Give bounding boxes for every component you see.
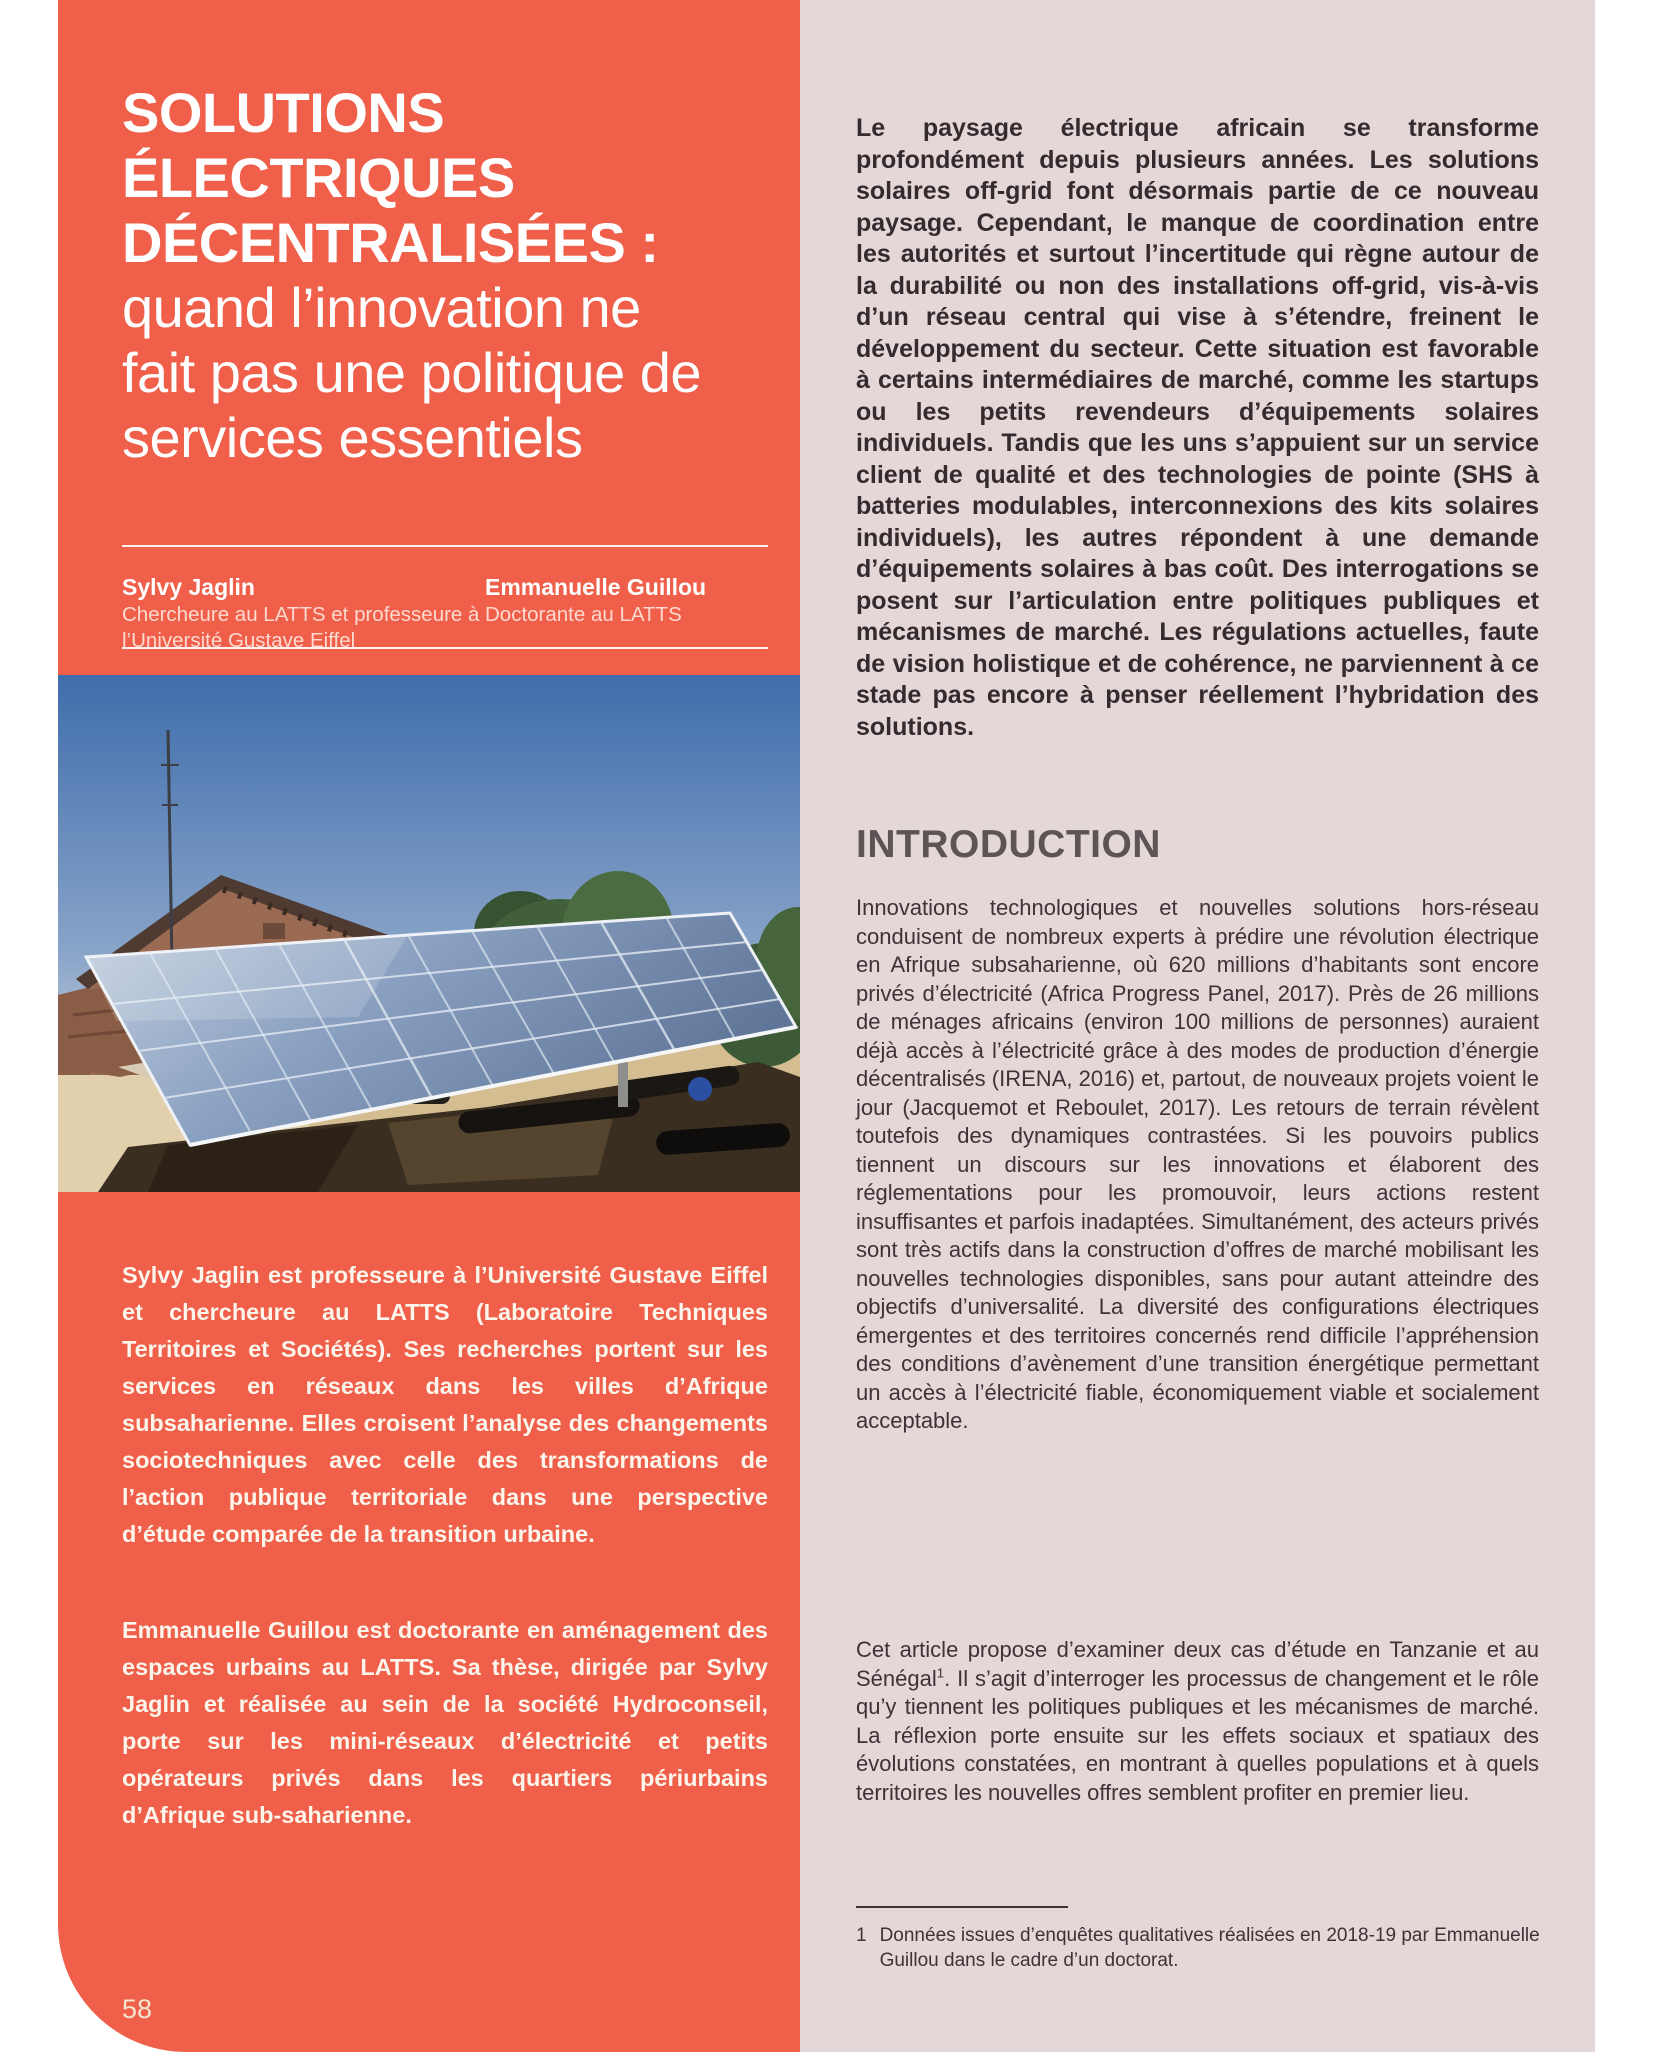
authors-divider-top — [122, 545, 768, 547]
left-title-panel — [58, 0, 800, 2052]
footnote-reference: 1 — [936, 1665, 945, 1681]
introduction-paragraph-2 — [856, 1636, 1539, 1807]
author-block — [122, 572, 485, 654]
author-role: Chercheure au LATTS et professeure à l’Université Gustave Eiffel — [122, 603, 480, 652]
paragraph-text: Cet article propose d’examiner deux cas d’étude en Tanzanie et au Sénégal — [856, 1637, 1539, 1691]
page-number: 58 — [122, 1994, 153, 2024]
author-name: Emmanuelle Guillou — [485, 574, 707, 600]
footnote — [856, 1924, 1546, 1973]
author-name: Sylvy Jaglin — [122, 574, 255, 600]
right-text-panel — [800, 0, 1595, 2052]
solar-panels-photo — [58, 675, 800, 1192]
authors-divider-bottom — [122, 647, 768, 649]
author-block — [485, 572, 706, 654]
footnote-marker: 1 — [856, 1925, 867, 1946]
introduction-paragraph-1: Innovations technologiques et nouvelles solutions hors-réseau conduisent de nombreux experts à prédire une révolution électrique en Afrique subsaharienne, où 620 millions d’habitants sont encore privés d’électricité (Africa Progress Panel, 2017). Près de 26 millions de ménages africains (environ 100 millions de personnes) auraient déjà accès à l’électricité grâce à des modes de production d’énergie décentralisés (IRENA, 2016) et, partout, de nouveaux projets voient le jour (Jacquemot et Reboulet, 2017). Les retours de terrain révèlent toutefois des dynamiques contrastées. Si les pouvoirs publics tiennent un discours sur les innovations et élaborent des réglementations pour les promouvoir, leurs actions restent insuffisantes et parfois inadaptées. Simultanément, des acteurs privés sont très actifs dans la construction d’offres de marché mobilisant les nouvelles technologies disponibles, sans pour autant atteindre des objectifs d’universalité. La diversité des configurations électriques émergentes et des territoires concernés rend difficile l’appréhension des conditions d’avènement d’une transition énergétique permettant un accès à l’électricité fiable, économiquement viable et socialement acceptable. — [856, 895, 1539, 1433]
introduction-heading: INTRODUCTION — [856, 823, 1161, 867]
footnote-text: Données issues d’enquêtes qualitatives réalisées en 2018-19 par Emmanuelle Guillou dans le cadre d’un doctorat. — [879, 1925, 1540, 1971]
author-bio-jaglin: Sylvy Jaglin est professeure à l’Université Gustave Eiffel et chercheure au LATTS (Laboratoire Techniques Territoires et Sociétés). Ses recherches portent sur les services en réseaux dans les villes d’Afrique subsaharienne. Elles croisent l’analyse des changements sociotechniques avec celle des transformations de l’action publique territoriale dans une perspective d’étude comparée de la transition urbaine. — [122, 1261, 768, 1547]
footnote-divider — [856, 1906, 1068, 1908]
lede-paragraph: Le paysage électrique africain se transforme profondément depuis plusieurs années. Les solutions solaires off-grid font désormais partie de ce nouveau paysage. Cependant, le manque de coordination entre les autorités et surtout l’incertitude qui règne autour de la durabilité ou non des installations off-grid, vis-à-vis d’un réseau central qui vise à s’étendre, freinent le développement du secteur. Cette situation est favorable à certains intermédiaires de marché, comme les startups ou les petits revendeurs d’équipements solaires individuels. Tandis que les uns s’appuient sur un service client de qualité et des technologies de pointe (SHS à batteries modulables, interconnexions des kits solaires individuels), les autres répondent à une demande d’équipements solaires à bas coût. Des interrogations se posent sur l’articulation entre politiques publiques et mécanismes de marché. Les régulations actuelles, faute de vision holistique et de cohérence, ne parviennent à ce stade pas encore à penser réellement l’hybridation des solutions. — [856, 114, 1539, 741]
paragraph-text: . Il s’agit d’interroger les processus de changement et le rôle qu’y tiennent les politiques publiques et les mécanismes de marché. La réflexion porte ensuite sur les effets sociaux et spatiaux des évolutions constatées, en montrant à quelles populations et à quels territoires les nouvelles offres semblent profiter en premier lieu. — [856, 1665, 1539, 1805]
article-title-main: SOLUTIONS ÉLECTRIQUES DÉCENTRALISÉES : — [122, 81, 659, 274]
solar-panels-photo-illustration — [58, 675, 800, 1192]
author-bio-guillou: Emmanuelle Guillou est doctorante en aménagement des espaces urbains au LATTS. Sa thèse, dirigée par Sylvy Jaglin et réalisée au sein de la société Hydroconseil, porte sur les mini-réseaux d’électricité et petits opérateurs privés dans les quartiers périurbains d’Afrique sub-saharienne. — [122, 1616, 768, 1828]
author-role: Doctorante au LATTS — [485, 603, 682, 626]
article-title — [122, 80, 722, 470]
article-title-subtitle: quand l’innovation ne fait pas une politique de services essentiels — [122, 276, 702, 469]
authors-row — [122, 572, 768, 654]
